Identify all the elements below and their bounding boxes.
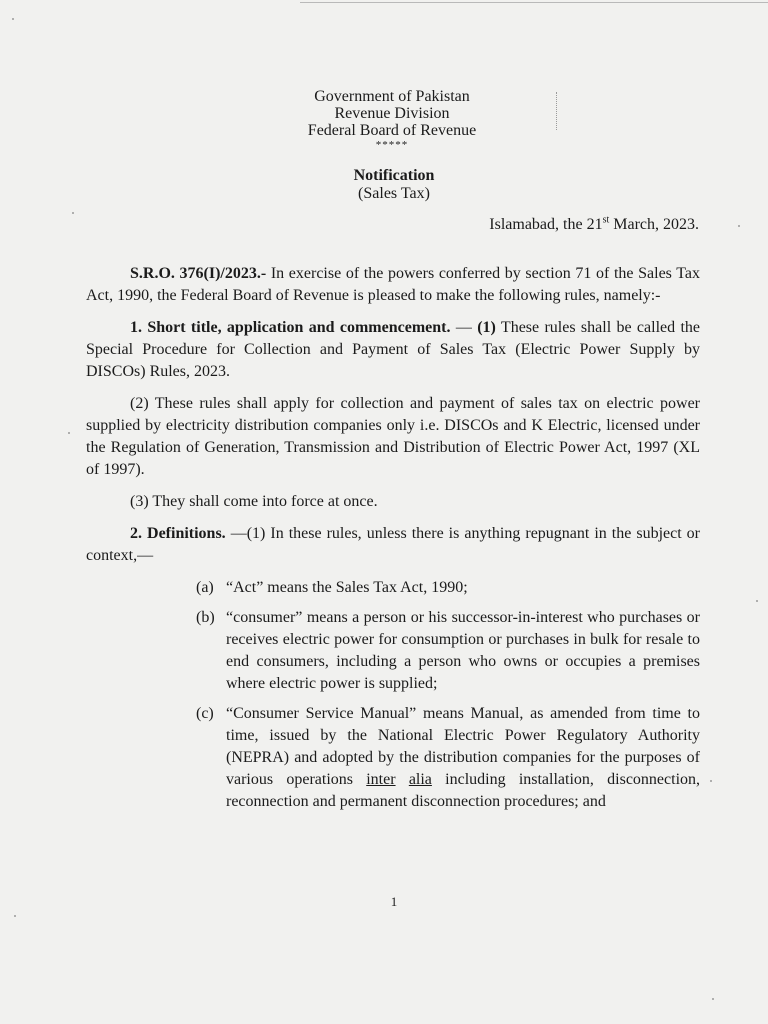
scan-speck bbox=[14, 915, 16, 917]
sro-number: S.R.O. 376(I)/2023.- bbox=[130, 265, 267, 282]
definition-item bbox=[196, 703, 700, 813]
sro-text: In exercise of the powers conferred by section 71 of the Sales Tax Act, 1990, the Federal Board of Revenue is pleased to make the following rules, namely:- bbox=[86, 265, 701, 304]
sro-paragraph bbox=[86, 263, 700, 307]
letterhead-board: Federal Board of Revenue bbox=[307, 122, 477, 139]
rule2-paragraph bbox=[86, 523, 700, 567]
notification-title: Notification bbox=[353, 167, 435, 184]
definition-underlined-term: inter bbox=[366, 771, 396, 788]
rule1-sub1-text: These rules shall be called the Special Procedure for Collection and Payment of Sales Tax (Electric Power Supply by DISCOs) Rules, 2023. bbox=[86, 319, 701, 380]
dateline-rest: March, 2023. bbox=[609, 216, 699, 233]
letterhead-stars: ***** bbox=[375, 139, 409, 151]
rule1-paragraph3: (3) They shall come into force at once. bbox=[130, 493, 378, 510]
definition-text-part: “Consumer Service Manual” means Manual, as amended from time to time, issued by the National Electric Power Regulatory Authority (NEPRA) and adopted by the distribution companies for the purposes of various operations bbox=[226, 705, 700, 788]
notification-subtitle: (Sales Tax) bbox=[358, 185, 430, 202]
scan-speck bbox=[756, 600, 758, 602]
letterhead-division: Revenue Division bbox=[334, 105, 450, 122]
definition-text-part: including installation, disconnection, reconnection and permanent disconnection procedures; and bbox=[226, 771, 701, 810]
definition-mark: (b) bbox=[196, 609, 215, 626]
scan-speck bbox=[710, 780, 712, 782]
rule1-heading: 1. Short title, application and commencement. bbox=[130, 319, 451, 336]
dateline-suffix: st bbox=[602, 214, 610, 226]
scan-speck bbox=[68, 432, 70, 434]
scan-speck bbox=[712, 998, 714, 1000]
rule2-heading: 2. Definitions. bbox=[130, 525, 226, 542]
dateline bbox=[489, 216, 699, 234]
definition-space bbox=[396, 771, 409, 788]
definition-mark: (a) bbox=[196, 579, 214, 596]
scan-speck bbox=[12, 18, 14, 20]
rule2-intro: —(1) In these rules, unless there is anything repugnant in the subject or context,— bbox=[86, 525, 701, 564]
definition-text bbox=[226, 703, 700, 813]
definition-item bbox=[196, 607, 700, 695]
definition-text: “Act” means the Sales Tax Act, 1990; bbox=[226, 579, 468, 596]
rule1-dash: — bbox=[450, 319, 478, 336]
definition-text: “consumer” means a person or his successor-in-interest who purchases or receives electric power for consumption or purchases in bulk for resale to end consumers, including a person who owns or occupies a premises where electric power is supplied; bbox=[226, 609, 700, 692]
definitions-list bbox=[196, 577, 700, 813]
definition-underlined-term: alia bbox=[408, 771, 432, 788]
document-body bbox=[86, 263, 700, 821]
scan-artifact bbox=[556, 92, 558, 130]
rule1-paragraph2: (2) These rules shall apply for collection and payment of sales tax on electric power supplied by electricity distribution companies only i.e. DISCOs and K Electric, licensed under the Regulation of Generation, Transmission and Distribution of Electric Power Act, 1997 (XL of 1997). bbox=[86, 395, 700, 478]
letterhead-government: Government of Pakistan bbox=[314, 88, 470, 105]
definition-item bbox=[196, 577, 700, 599]
scan-speck bbox=[72, 212, 74, 214]
dateline-prefix: Islamabad, the 21 bbox=[489, 216, 603, 233]
scan-edge-line bbox=[300, 2, 768, 3]
letterhead bbox=[240, 88, 544, 151]
rule1-paragraph1 bbox=[86, 317, 700, 383]
scan-speck bbox=[738, 225, 740, 227]
page-number: 1 bbox=[390, 894, 398, 909]
rule1-sub1-mark: (1) bbox=[477, 319, 496, 336]
notification-heading bbox=[244, 167, 544, 203]
definition-mark: (c) bbox=[196, 705, 214, 722]
